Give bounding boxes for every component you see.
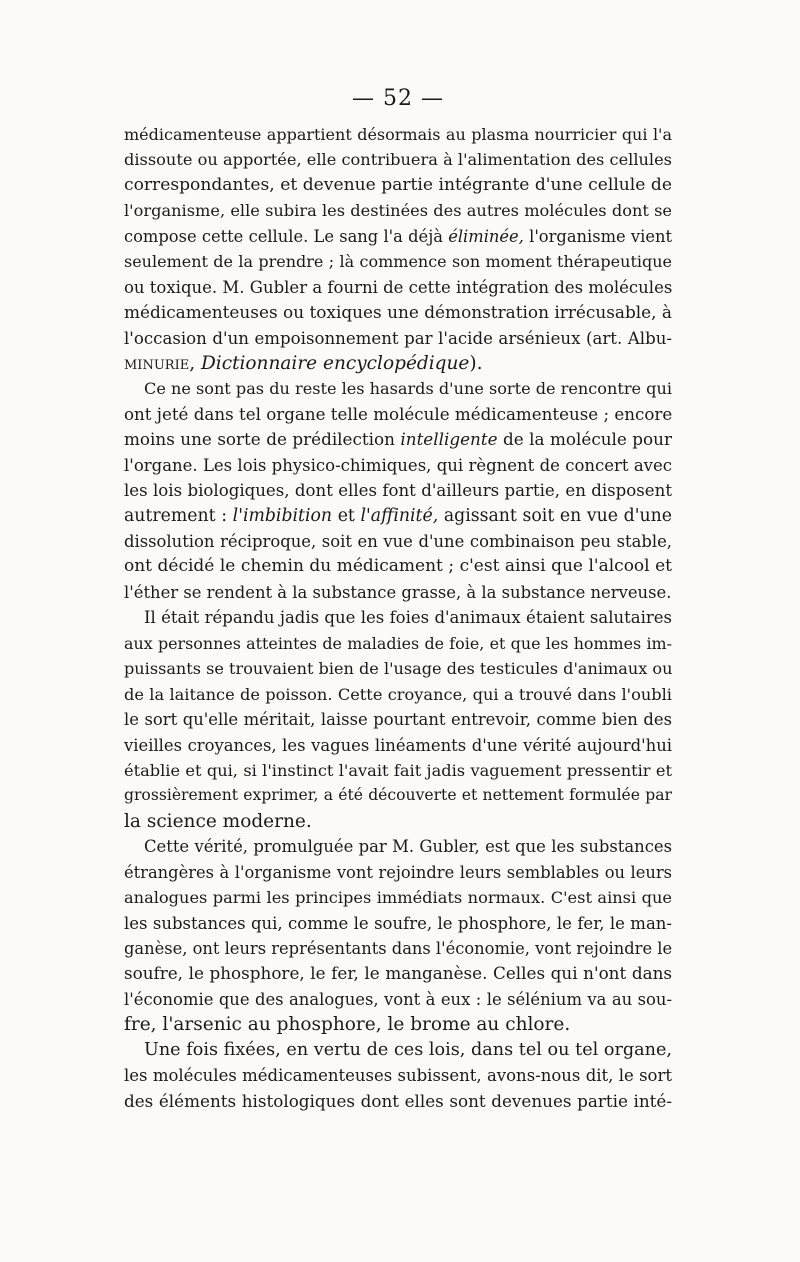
text-line: dissoute ou apportée, elle contribuera à l'alimentation des cellules — [124, 150, 672, 170]
text-line: des éléments histologiques dont elles sont devenues partie inté- — [124, 1090, 672, 1111]
text-line: médicamenteuses ou toxiques une démonstration irrécusable, à — [124, 302, 672, 323]
paragraph — [124, 1038, 672, 1114]
text-line: l'occasion d'un empoisonnement par l'acide arsénieux (art. Albu- — [124, 328, 672, 348]
text-line: l'économie que des analogues, vont à eux : le sélénium va au sou- — [124, 989, 672, 1009]
text-line: compose cette cellule. Le sang l'a déjà éliminée, l'organisme vient — [124, 226, 672, 246]
text-line: vieilles croyances, les vagues linéaments d'une vérité aujourd'hui — [124, 735, 672, 755]
text-line: aux personnes atteintes de maladies de foie, et que les hommes im- — [124, 633, 672, 653]
text-line: fre, l'arsenic au phosphore, le brome au chlore. — [124, 1014, 571, 1036]
italic-term: l'imbibition — [232, 505, 333, 526]
paragraph — [124, 122, 672, 376]
text-line: l'éther se rendent à la substance grasse, à la substance nerveuse. — [124, 582, 672, 602]
text-line: seulement de la prendre ; là commence son moment thérapeutique — [124, 252, 672, 272]
text-line: autrement : l'imbibition et l'affinité, agissant soit en vue d'une — [124, 505, 672, 526]
text-line: moins une sorte de prédilection intelligente de la molécule pour — [124, 429, 672, 450]
text-line: de la laitance de poisson. Cette croyance, qui a trouvé dans l'oubli — [124, 684, 672, 704]
italic-term: l'affinité, — [360, 505, 439, 526]
text-line: correspondantes, et devenue partie intégrante d'une cellule de — [124, 174, 672, 195]
text-line: le sort qu'elle méritait, laisse pourtant entrevoir, comme bien des — [124, 710, 672, 730]
text-line: ont jeté dans tel organe telle molécule médicamenteuse ; encore — [124, 403, 673, 424]
text-line: médicamenteuse appartient désormais au plasma nourricier qui l'a — [124, 125, 672, 144]
text-line: étrangères à l'organisme vont rejoindre leurs semblables ou leurs — [124, 862, 672, 882]
text-line: l'organisme, elle subira les destinées des autres molécules dont se — [124, 201, 672, 221]
text-line: établie et qui, si l'instinct l'avait fait jadis vaguement pressentir et — [124, 760, 672, 780]
italic-term: intelligente — [400, 429, 498, 450]
page-number: — 52 — — [352, 86, 444, 111]
text-line: Ce ne sont pas du reste les hasards d'une sorte de rencontre qui — [144, 379, 672, 399]
text-line: Cette vérité, promulguée par M. Gubler, est que les substances — [144, 837, 672, 857]
text-line: ganèse, ont leurs représentants dans l'économie, vont rejoindre le — [124, 939, 673, 958]
paragraph — [124, 605, 672, 834]
text-line: dissolution réciproque, soit en vue d'une combinaison peu stable, — [124, 532, 672, 551]
text-line: les substances qui, comme le soufre, le phosphore, le fer, le man- — [124, 913, 672, 933]
paragraph — [124, 834, 672, 1038]
text-line: puissants se trouvaient bien de l'usage des testicules d'animaux ou — [124, 659, 673, 679]
text-line: ou toxique. M. Gubler a fourni de cette intégration des molécules — [124, 277, 673, 297]
text-line: soufre, le phosphore, le fer, le manganèse. Celles qui n'ont dans — [124, 963, 672, 984]
text-line: grossièrement exprimer, a été découverte et nettement formulée par — [124, 786, 672, 805]
text-line: Une fois fixées, en vertu de ces lois, dans tel ou tel organe, — [144, 1039, 672, 1060]
text-line: Il était répandu jadis que les foies d'animaux étaient salutaires — [144, 608, 672, 628]
text-line: les lois biologiques, dont elles font d'ailleurs partie, en disposent — [124, 481, 672, 501]
small-caps-term: minurie, — [124, 352, 196, 374]
italic-term: éliminée, — [448, 226, 524, 246]
text-line: l'organe. Les lois physico-chimiques, qui règnent de concert avec — [124, 455, 672, 475]
text-line: la science moderne. — [124, 810, 312, 832]
italic-title: Dictionnaire encyclopédique — [195, 352, 470, 374]
book-page — [124, 86, 672, 1114]
text-line: les molécules médicamenteuses subissent, avons-nous dit, le sort — [124, 1066, 672, 1086]
text-line: minurie, Dictionnaire encyclopédique). — [124, 352, 483, 374]
text-line: analogues parmi les principes immédiats normaux. C'est ainsi que — [124, 888, 672, 908]
paragraph — [124, 376, 672, 605]
text-line: ont décidé le chemin du médicament ; c'est ainsi que l'alcool et — [124, 556, 672, 577]
